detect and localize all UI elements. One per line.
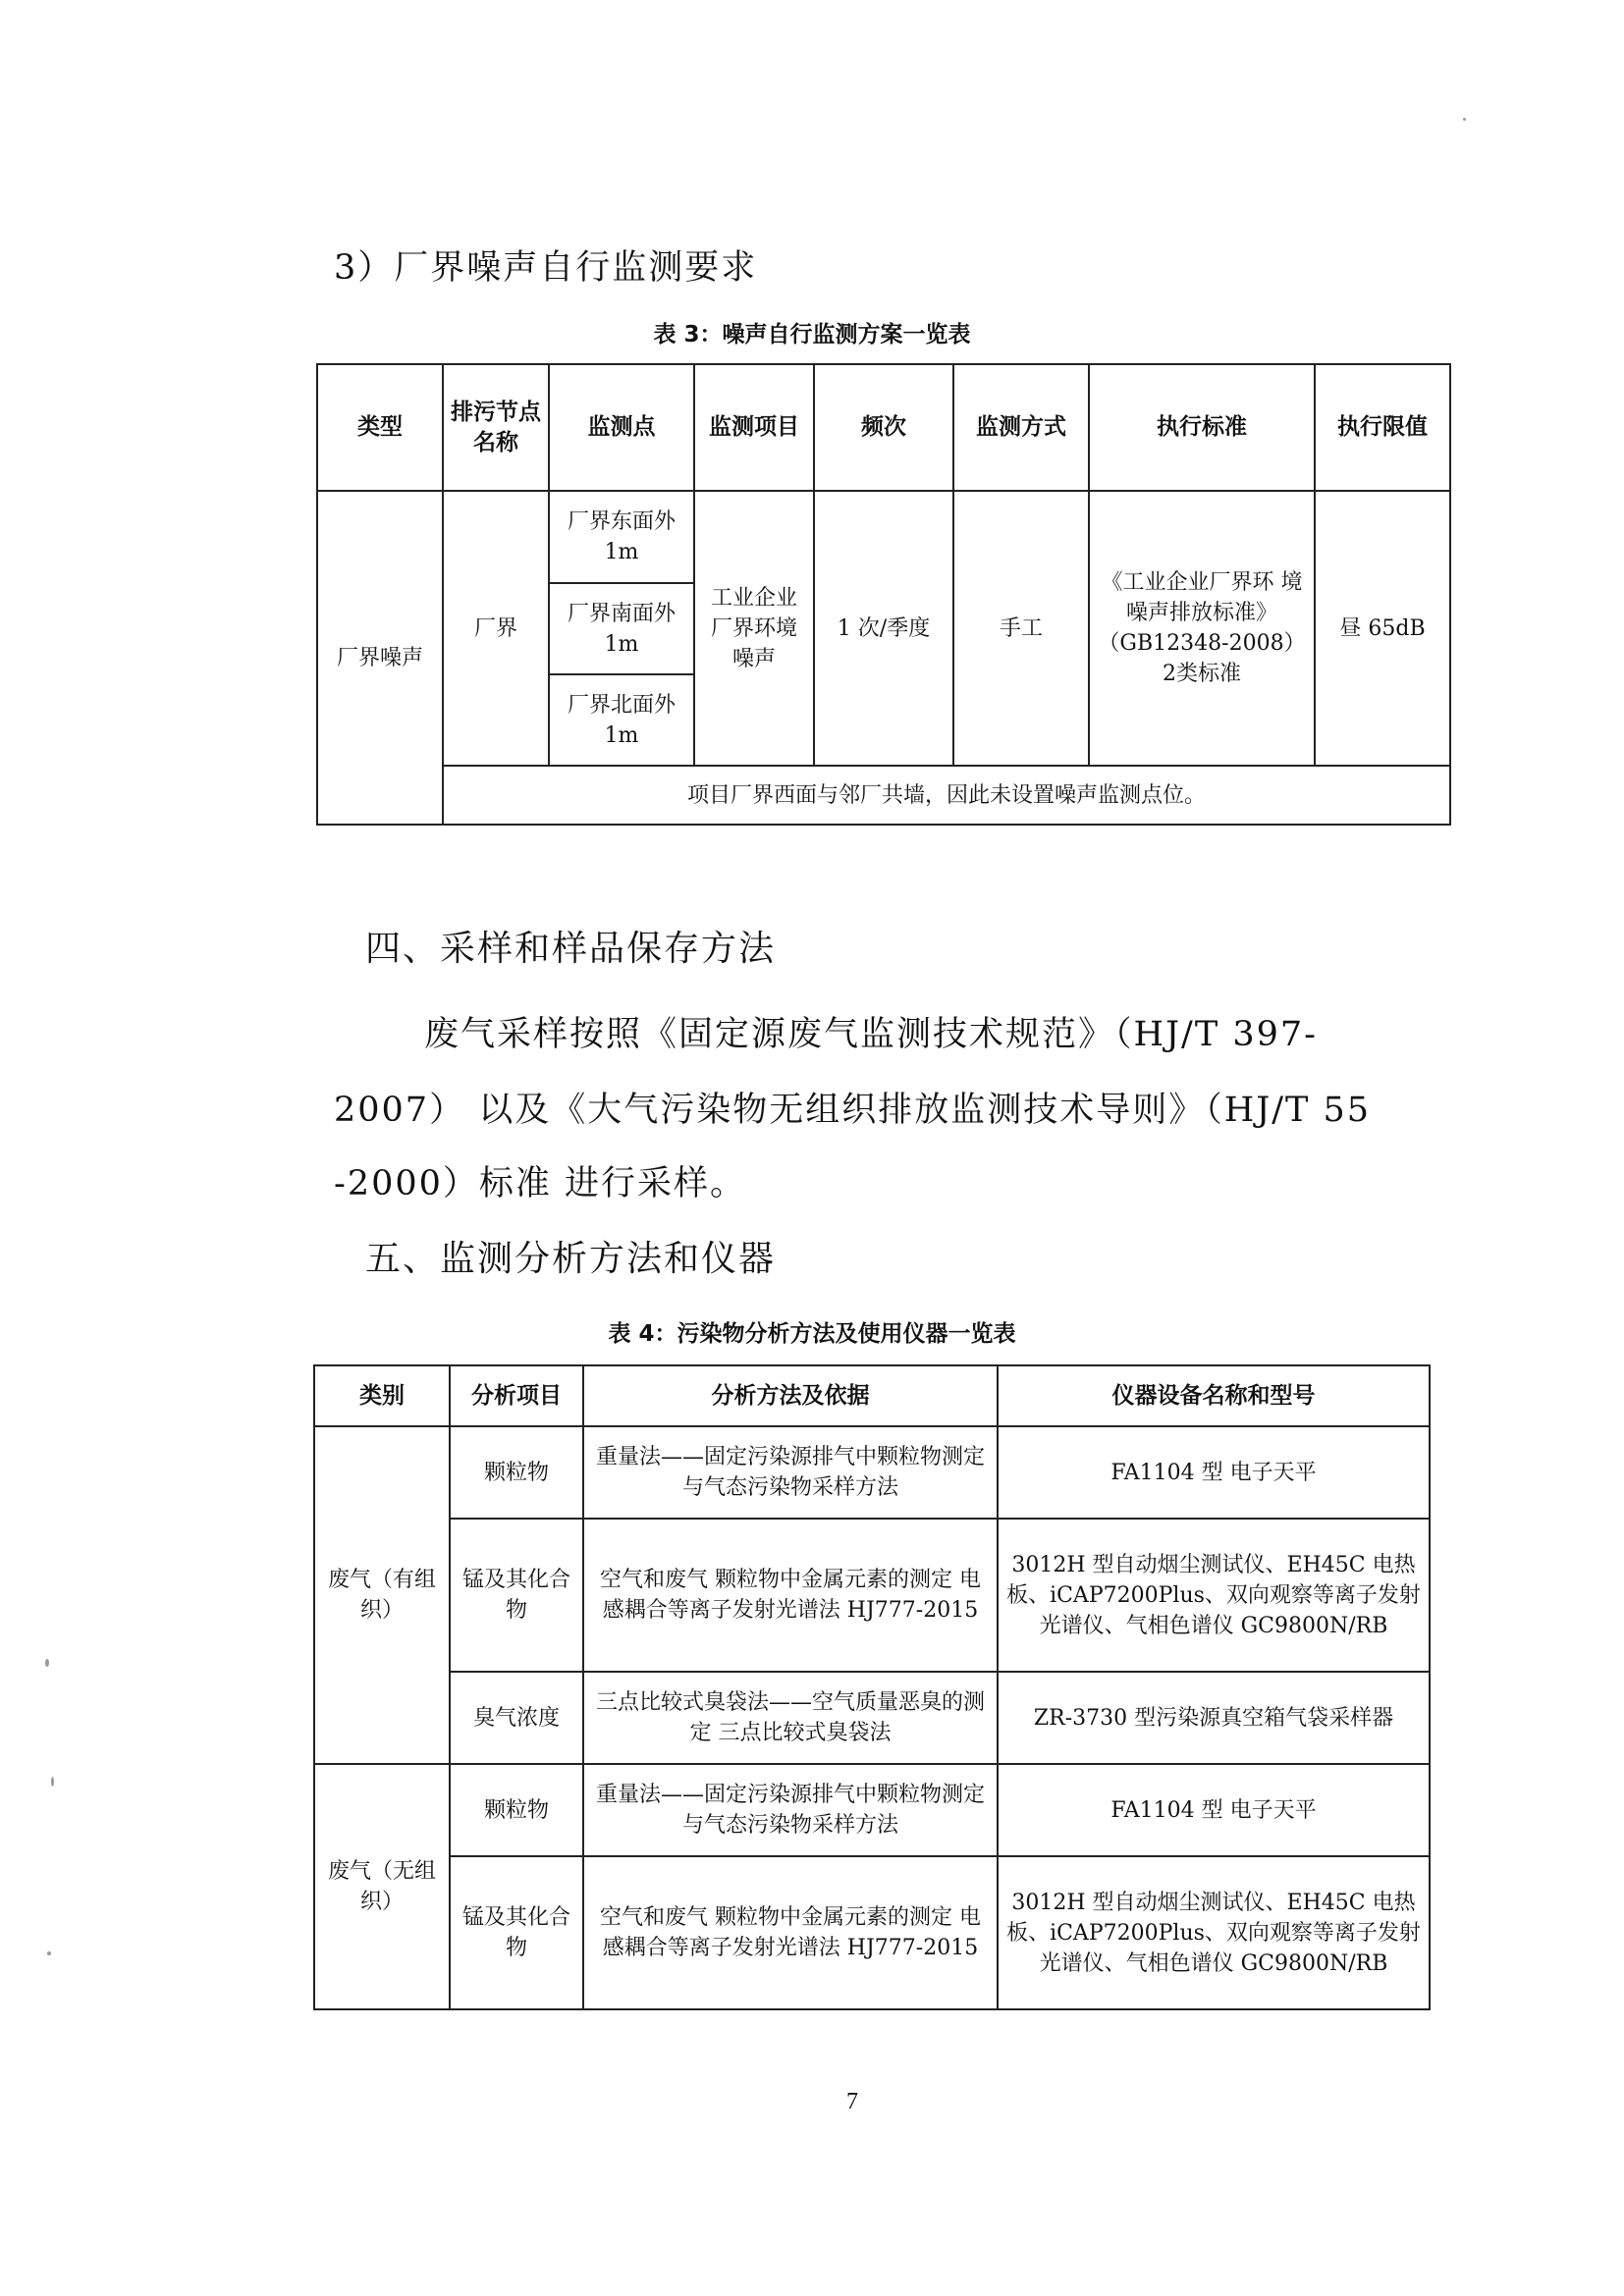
t4-header-instrument: 仪器设备名称和型号 <box>998 1365 1430 1426</box>
t4-method: 三点比较式臭袋法——空气质量恶臭的测定 三点比较式臭袋法 <box>583 1672 998 1764</box>
t4-method: 空气和废气 颗粒物中金属元素的测定 电感耦合等离子发射光谱法 HJ777-2015 <box>583 1519 998 1672</box>
section4-title: 四、采样和样品保存方法 <box>365 929 777 969</box>
t4-instrument: 3012H 型自动烟尘测试仪、EH45C 电热板、iCAP7200Plus、双向观察等离子发射光谱仪、气相色谱仪 GC9800N/RB <box>998 1519 1430 1672</box>
t3-point-north: 厂界北面外 1m <box>549 674 694 766</box>
noise-heading: 3）厂界噪声自行监测要求 <box>334 248 758 288</box>
t3-type-cell: 厂界噪声 <box>317 491 443 825</box>
scan-speck <box>47 1951 51 1955</box>
t3-method-cell: 手工 <box>953 491 1089 766</box>
t4-instrument: FA1104 型 电子天平 <box>998 1764 1430 1856</box>
t3-frequency-cell: 1 次/季度 <box>814 491 953 766</box>
t4-item: 颗粒物 <box>450 1764 583 1856</box>
t4-item: 臭气浓度 <box>450 1672 583 1764</box>
t3-header-frequency: 频次 <box>814 364 953 491</box>
section4-line-3: -2000）标准 进行采样。 <box>334 1164 747 1203</box>
section4-line-1: 废气采样按照《固定源废气监测技术规范》（HJ/T 397- <box>424 1015 1318 1054</box>
t4-instrument: FA1104 型 电子天平 <box>998 1426 1430 1519</box>
t3-item-cell: 工业企业厂界环境噪声 <box>694 491 814 766</box>
scan-speck <box>1463 118 1466 121</box>
t4-header-item: 分析项目 <box>450 1365 583 1426</box>
t3-header-standard: 执行标准 <box>1089 364 1315 491</box>
section5-title: 五、监测分析方法和仪器 <box>365 1239 777 1279</box>
t3-header-item: 监测项目 <box>694 364 814 491</box>
scan-speck <box>45 1659 49 1667</box>
t4-item: 锰及其化合物 <box>450 1856 583 2009</box>
t3-limit-cell: 昼 65dB <box>1315 491 1450 766</box>
t4-header-method: 分析方法及依据 <box>583 1365 998 1426</box>
section4-line-2: 2007） 以及《大气污染物无组织排放监测技术导则》（HJ/T 55 <box>334 1091 1372 1130</box>
t4-instrument: ZR-3730 型污染源真空箱气袋采样器 <box>998 1672 1430 1764</box>
t4-category-fugitive: 废气（无组织） <box>314 1764 450 2009</box>
t3-header-method: 监测方式 <box>953 364 1089 491</box>
t4-instrument: 3012H 型自动烟尘测试仪、EH45C 电热板、iCAP7200Plus、双向观察等离子发射光谱仪、气相色谱仪 GC9800N/RB <box>998 1856 1430 2009</box>
table3-caption: 表 3：噪声自行监测方案一览表 <box>653 322 971 347</box>
t4-item: 锰及其化合物 <box>450 1519 583 1672</box>
t3-header-node: 排污节点名称 <box>443 364 549 491</box>
scan-speck <box>51 1777 54 1787</box>
table4-caption: 表 4：污染物分析方法及使用仪器一览表 <box>608 1321 1016 1347</box>
t3-note-cell: 项目厂界西面与邻厂共墙，因此未设置噪声监测点位。 <box>443 766 1450 825</box>
pollutant-analysis-table <box>313 1364 1431 2010</box>
t4-method: 重量法——固定污染源排气中颗粒物测定与气态污染物采样方法 <box>583 1426 998 1519</box>
t4-item: 颗粒物 <box>450 1426 583 1519</box>
t3-header-type: 类型 <box>317 364 443 491</box>
t3-point-south: 厂界南面外 1m <box>549 583 694 674</box>
t3-standard-cell: 《工业企业厂界环 境噪声排放标准》（GB12348-2008）2类标准 <box>1089 491 1315 766</box>
t4-method: 空气和废气 颗粒物中金属元素的测定 电感耦合等离子发射光谱法 HJ777-2015 <box>583 1856 998 2009</box>
t3-node-cell: 厂界 <box>443 491 549 766</box>
page-number: 7 <box>846 2089 858 2114</box>
noise-monitoring-table <box>316 363 1451 826</box>
t3-header-point: 监测点 <box>549 364 694 491</box>
t4-method: 重量法——固定污染源排气中颗粒物测定与气态污染物采样方法 <box>583 1764 998 1856</box>
t4-header-category: 类别 <box>314 1365 450 1426</box>
t4-category-organized: 废气（有组织） <box>314 1426 450 1764</box>
t3-point-east: 厂界东面外 1m <box>549 491 694 583</box>
t3-header-limit: 执行限值 <box>1315 364 1450 491</box>
